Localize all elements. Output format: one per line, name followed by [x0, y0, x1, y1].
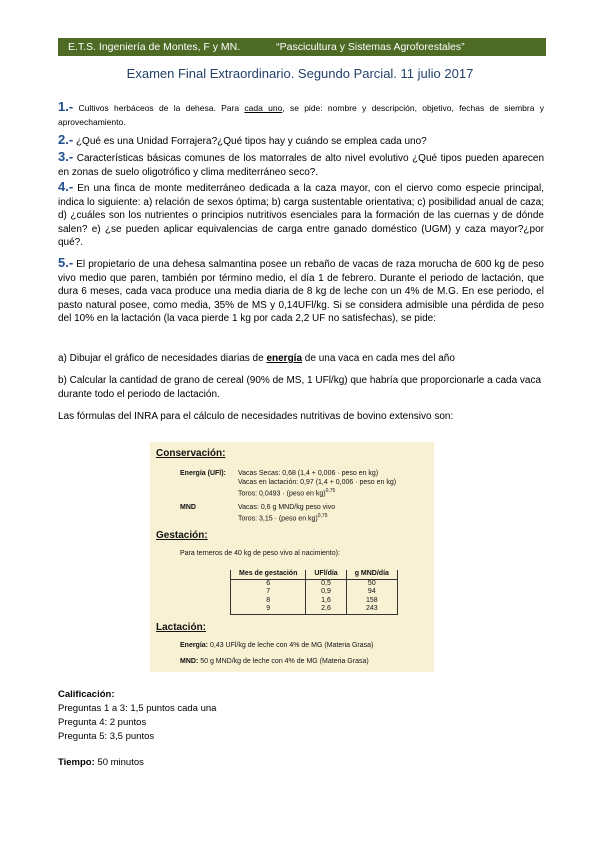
- grading-section: [58, 688, 216, 744]
- header-bar: [58, 38, 546, 56]
- table-row: 7 0,9 94: [231, 588, 398, 597]
- table-header: Mes de gestación: [231, 570, 306, 579]
- grading-line: Pregunta 5: 3,5 puntos: [58, 731, 155, 742]
- question-1: 1.- Cultivos herbáceos de la dehesa. Para cada uno, se pide: nombre y descripción, objetivo, fechas de siembra y aprovechamiento.: [58, 99, 545, 127]
- energia-label: Energía (UFl):: [180, 470, 226, 477]
- lactacion-energia: Energía: 0,43 UFl/kg de leche con 4% de MG (Materia Grasa): [180, 642, 374, 649]
- exam-time: Tiempo: 50 minutos: [58, 757, 144, 768]
- table-header: UFl/día: [306, 570, 346, 579]
- table-header: g MND/día: [346, 570, 397, 579]
- question-5: 5.- El propietario de una dehesa salmantina posee un rebaño de vacas de raza morucha de 600 kg de peso vivo medio que paren, también por término medio, el día 1 de febrero. Durante el periodo de lactación, que dura 6 meses, cada vaca produce una media diaria de 8 kg de leche con un 4% de M.G. En ese periodo, el pasto natural posee, como media, 35% de MS y 0,14UFl/kg. Si se considera admisible una pérdida de peso del 10% en la lactación (la vaca pierde 1 kg por cada 2,2 UF no satisfechas), se pide:: [58, 255, 544, 324]
- question-3-number: 3.-: [58, 149, 74, 164]
- mnd-label: MND: [180, 504, 196, 511]
- vacas-lactacion-formula: Vacas en lactación: 0,97 (1,4 + 0,006 · peso en kg): [238, 479, 397, 486]
- gestacion-note: Para terneros de 40 kg de peso vivo al nacimiento):: [180, 550, 340, 557]
- question-3: 3.- Características básicas comunes de los matorrales de alto nivel evolutivo ¿Qué tipos pueden aparecen en zonas de suelo oligotrófico y clima mediterráneo seco?.: [58, 149, 544, 178]
- mnd-vacas-formula: Vacas: 0,6 g MND/kg peso vivo: [238, 504, 336, 511]
- table-row: 9 2,6 243: [231, 605, 398, 614]
- conservacion-heading: Conservación:: [156, 448, 226, 459]
- toros-formula: Toros: 0,0493 · (peso en kg)$^{0,75}$: [238, 488, 336, 498]
- question-1-number: 1.-: [58, 99, 74, 114]
- header-course: “Pascicultura y Sistemas Agroforestales”: [276, 41, 465, 53]
- mnd-toros-formula: Toros: 3,15 · (peso en kg)$^{0,75}$: [238, 513, 328, 523]
- header-school: E.T.S. Ingeniería de Montes, F y MN.: [68, 41, 241, 53]
- grading-line: Preguntas 1 a 3: 1,5 puntos cada una: [58, 703, 217, 714]
- question-2-number: 2.-: [58, 132, 74, 147]
- table-row: 6 0,5 50: [231, 579, 398, 588]
- question-5b: b) Calcular la cantidad de grano de cereal (90% de MS, 1 UFl/kg) que habría que proporcionarle a cada vaca durante todo el periodo de lactación.: [58, 375, 542, 400]
- gestacion-table: [230, 570, 398, 615]
- question-2: 2.- ¿Qué es una Unidad Forrajera?¿Qué tipos hay y cuándo se emplea cada uno?: [58, 132, 427, 147]
- gestacion-heading: Gestación:: [156, 530, 208, 541]
- exam-title: Examen Final Extraordinario. Segundo Parcial. 11 julio 2017: [126, 66, 474, 81]
- grading-title: Calificación:: [58, 689, 115, 700]
- lactacion-mnd: MND: 50 g MND/kg de leche con 4% de MG (Materia Grasa): [180, 658, 369, 665]
- question-5a: a) Dibujar el gráfico de necesidades diarias de energía de una vaca en cada mes del año: [58, 353, 455, 364]
- lactacion-heading: Lactación:: [156, 622, 207, 633]
- grading-line: Pregunta 4: 2 puntos: [58, 717, 147, 728]
- question-4: 4.- En una finca de monte mediterráneo dedicada a la caza mayor, con el ciervo como especie principal, indica lo siguiente: a) relación de sexos óptima; b) carga sustentable orientativa; c) posibilidad anual de caza; d) ¿cuáles son los nutrientes o principios nutritivos esenciales para la formación de las cuernas y de dónde salen? e) ¿se pueden aplicar equivalencias de carga entre ganado doméstico (UGM) y caza mayor?¿por qué?.: [58, 179, 544, 248]
- vacas-secas-formula: Vacas Secas: 0,68 (1,4 + 0,006 · peso en kg): [238, 470, 379, 477]
- question-4-number: 4.-: [58, 179, 74, 194]
- question-5-number: 5.-: [58, 255, 74, 270]
- table-row: 8 1,6 158: [231, 597, 398, 606]
- formulas-intro: Las fórmulas del INRA para el cálculo de necesidades nutritivas de bovino extensivo son:: [58, 411, 454, 422]
- inra-formula-box: [150, 442, 434, 672]
- table-header-row: [231, 570, 398, 579]
